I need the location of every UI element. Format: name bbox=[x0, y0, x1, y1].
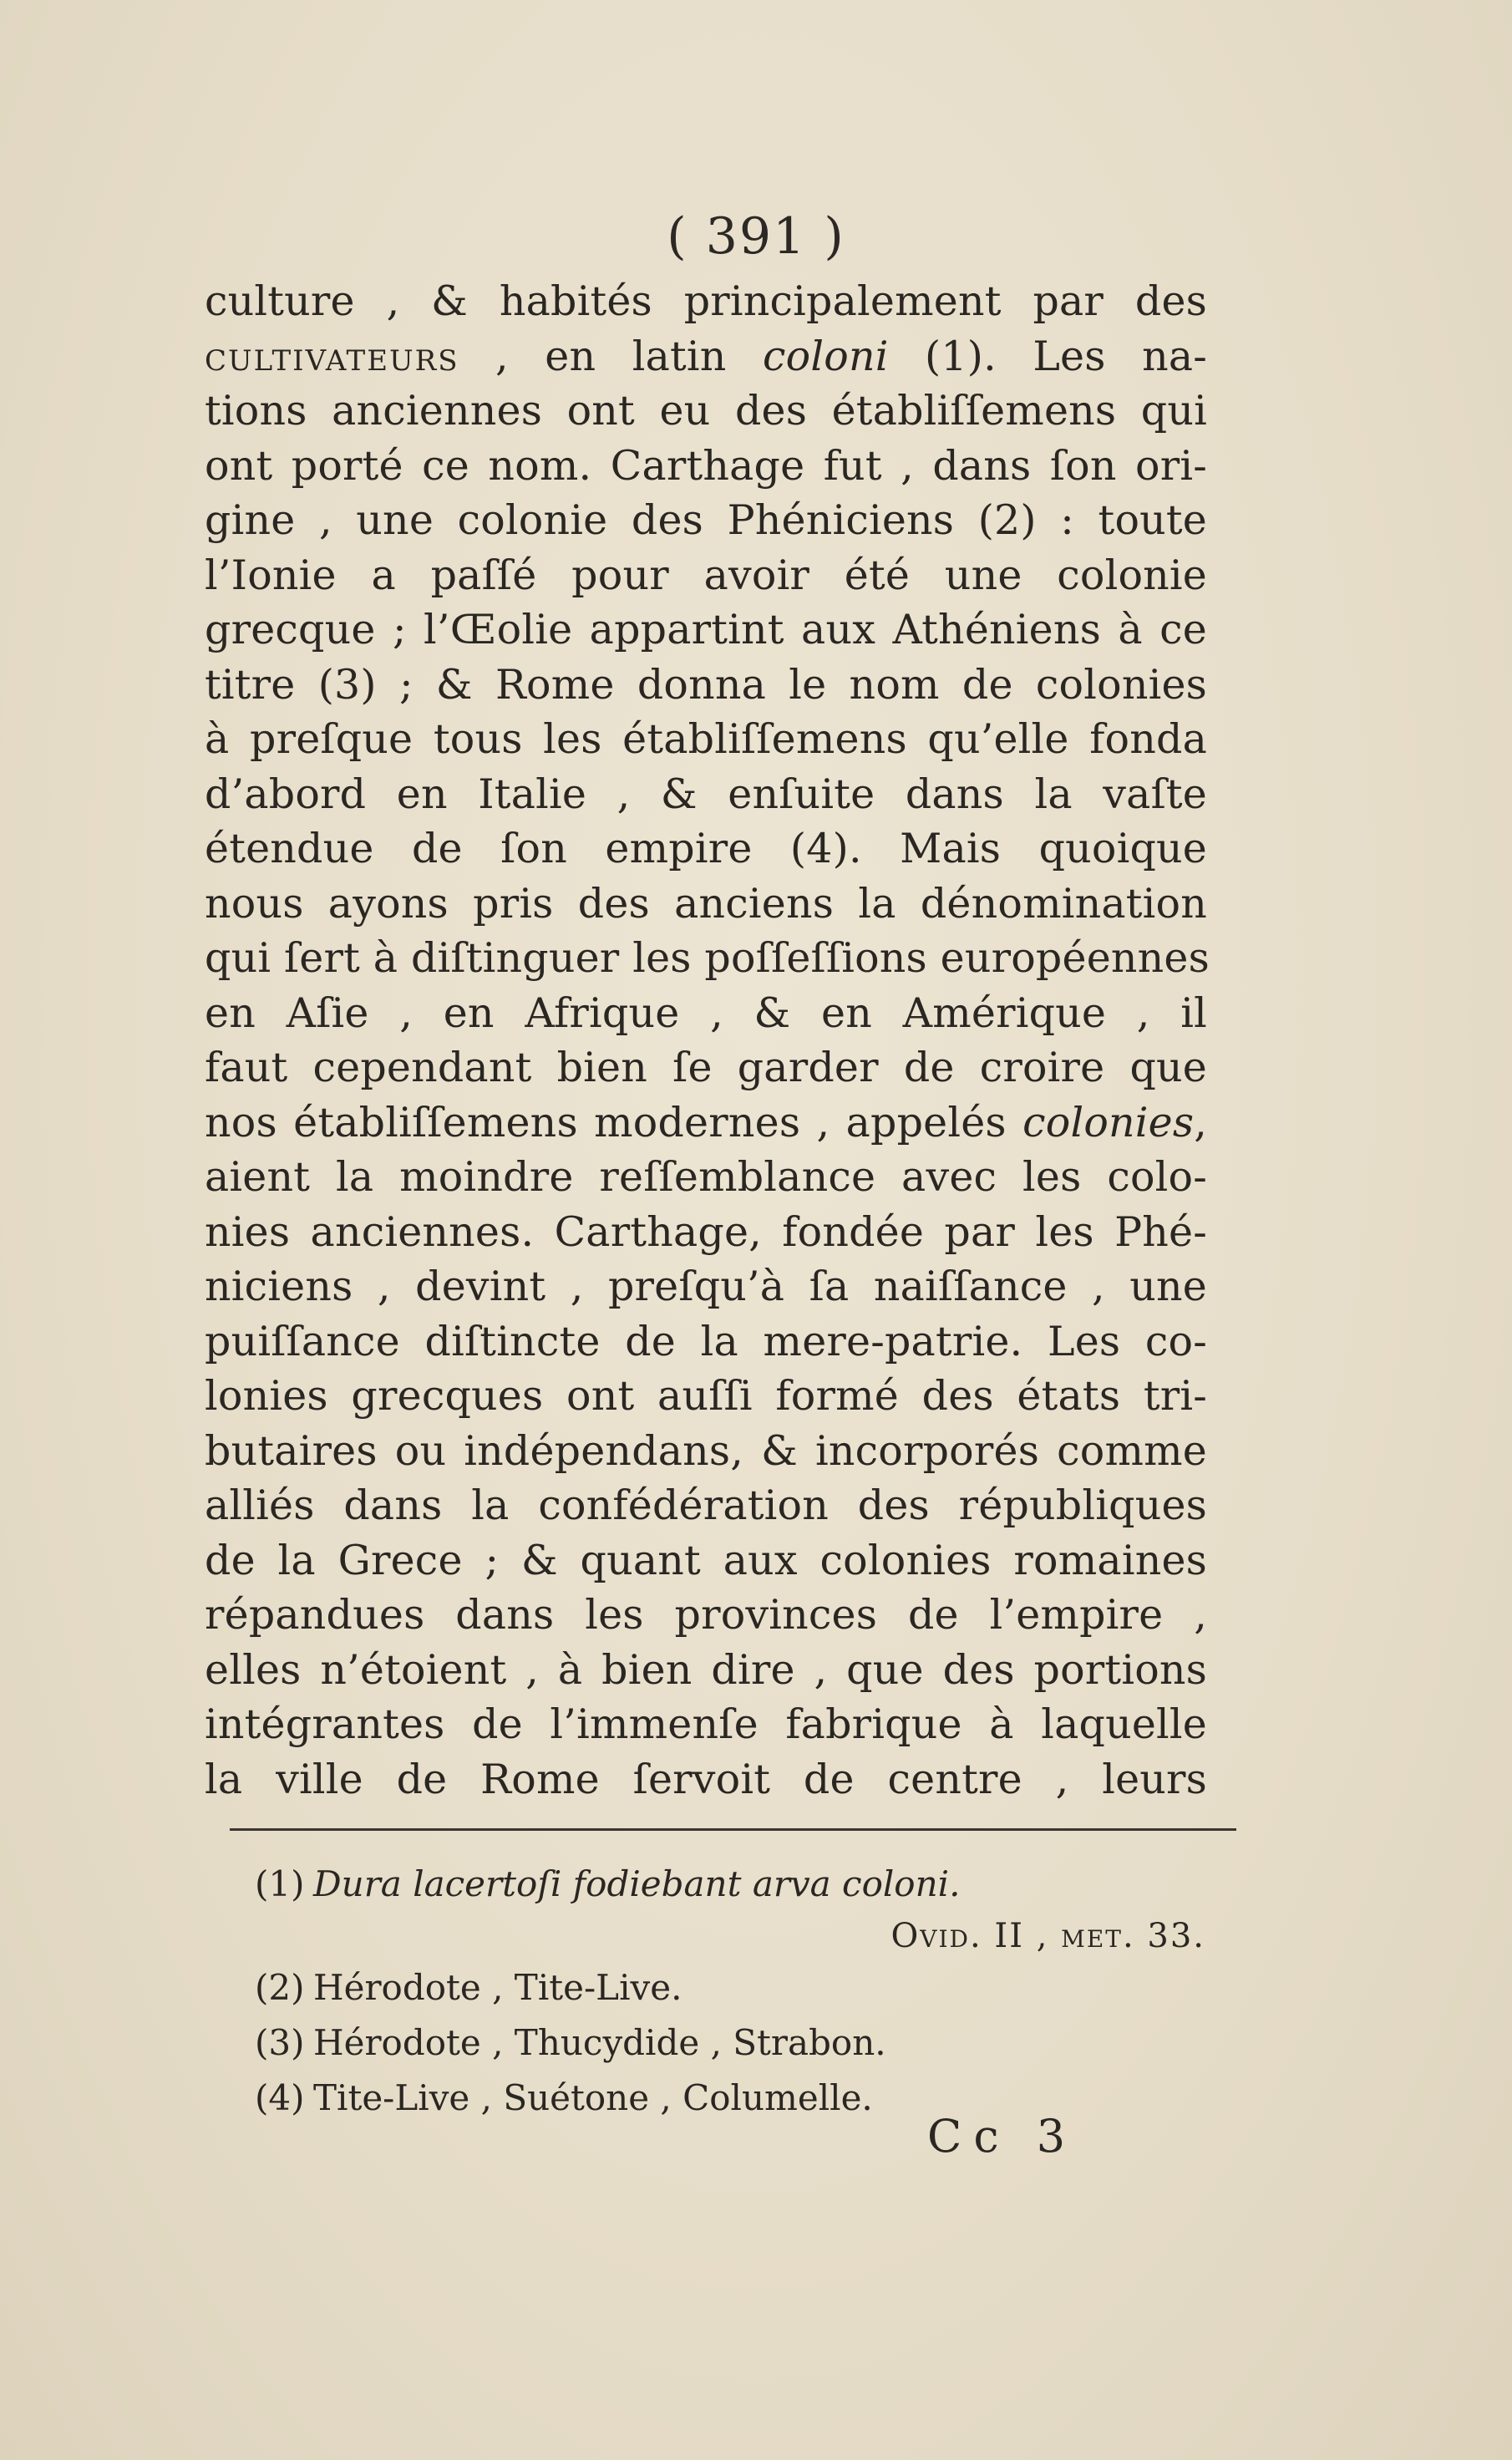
text-run: de la Grece ; & quant aux colonies romaines bbox=[205, 1536, 1207, 1584]
text-line bbox=[205, 1095, 1207, 1151]
text-run: d’abord en Italie , & enſuite dans la vaſte bbox=[205, 770, 1207, 818]
italic-text: colonies bbox=[1022, 1098, 1195, 1146]
text-run: intégrantes de l’immenſe fabrique à laquelle bbox=[205, 1700, 1207, 1748]
italic-text: coloni bbox=[763, 332, 889, 380]
text-run: (1). Les na- bbox=[888, 332, 1208, 380]
text-line bbox=[205, 658, 1207, 713]
footnotes bbox=[255, 1857, 1215, 2126]
text-line bbox=[205, 1533, 1207, 1588]
text-run: nies anciennes. Carthage, fondée par les Phé- bbox=[205, 1207, 1207, 1256]
text-run: la ville de Rome ſervoit de centre , leurs bbox=[205, 1755, 1207, 1803]
footnote-marker: (1) bbox=[255, 1863, 305, 1904]
text-line bbox=[205, 329, 1207, 384]
text-run: aient la moindre reſſemblance avec les colo- bbox=[205, 1153, 1207, 1201]
text-run: culture , & habités principalement par des bbox=[205, 277, 1207, 325]
footnote-text: Tite-Live , Suétone , Columelle. bbox=[313, 2077, 873, 2118]
text-run: elles n’étoient , à bien dire , que des portions bbox=[205, 1645, 1207, 1694]
text-line bbox=[205, 1478, 1207, 1533]
footnote-1 bbox=[255, 1857, 1215, 1912]
footnote-marker: (4) bbox=[255, 2077, 305, 2118]
text-run: en Aſie , en Afrique , & en Amérique , il bbox=[205, 989, 1207, 1037]
text-line bbox=[205, 274, 1207, 329]
body-text bbox=[205, 274, 1210, 1807]
text-line bbox=[205, 1314, 1207, 1370]
footnote-marker: (3) bbox=[255, 2022, 305, 2063]
text-line bbox=[205, 1643, 1207, 1698]
text-run: à preſque tous les établiſſemens qu’elle fonda bbox=[205, 715, 1207, 763]
text-line bbox=[205, 986, 1207, 1041]
footnote-3 bbox=[255, 2015, 1215, 2071]
text-run: puiſſance diſtincte de la mere-patrie. Les co- bbox=[205, 1317, 1207, 1365]
text-run: faut cependant bien ſe garder de croire que bbox=[205, 1044, 1207, 1091]
text-line bbox=[205, 493, 1207, 548]
text-run: nous ayons pris des anciens la dénomination bbox=[205, 879, 1207, 928]
text-line bbox=[205, 1752, 1207, 1807]
text-line bbox=[205, 712, 1207, 767]
footnote-marker: (2) bbox=[255, 1967, 305, 2008]
page-number: ( 391 ) bbox=[667, 207, 845, 266]
text-run: grecque ; l’Œolie appartint aux Athéniens à ce bbox=[205, 606, 1207, 653]
small-caps-text: cultivateurs bbox=[205, 332, 459, 380]
footnote-citation bbox=[255, 1912, 1215, 1960]
text-run: butaires ou indépendans, & incorporés comme bbox=[205, 1426, 1207, 1475]
text-run: l’Ionie a paſſé pour avoir été une colonie bbox=[205, 551, 1207, 599]
footnote-divider bbox=[230, 1828, 1236, 1831]
text-line bbox=[205, 1424, 1207, 1479]
text-run: tions anciennes ont eu des établiſſemens qui bbox=[205, 387, 1207, 435]
footnote-text: Hérodote , Tite-Live. bbox=[313, 1967, 682, 2008]
text-line bbox=[205, 384, 1207, 439]
text-line bbox=[205, 767, 1207, 822]
text-run: étendue de ſon empire (4). Mais quoique bbox=[205, 825, 1207, 872]
text-run: nos établiſſemens modernes , appelés bbox=[205, 1098, 1023, 1146]
text-line bbox=[205, 439, 1207, 494]
text-line bbox=[205, 877, 1207, 932]
text-line bbox=[205, 1588, 1207, 1643]
text-line bbox=[205, 1259, 1207, 1314]
text-run: qui ſert à diſtinguer les poſſeſſions européennes bbox=[205, 934, 1210, 982]
text-run: ont porté ce nom. Carthage fut , dans ſon ori- bbox=[205, 441, 1207, 490]
text-line bbox=[205, 1369, 1207, 1424]
text-run: gine , une colonie des Phéniciens (2) : toute bbox=[205, 496, 1207, 544]
text-line bbox=[205, 1697, 1207, 1752]
text-line bbox=[205, 821, 1207, 877]
text-run: , bbox=[1194, 1098, 1207, 1146]
text-run: niciens , devint , preſqu’à ſa naiſſance , une bbox=[205, 1263, 1207, 1310]
text-line bbox=[205, 1205, 1207, 1260]
citation-text: Ovid. II , met. 33. bbox=[890, 1917, 1205, 1955]
text-run: répandues dans les provinces de l’empire , bbox=[205, 1591, 1207, 1639]
text-line bbox=[205, 1150, 1207, 1205]
signature-mark: Cc 3 bbox=[927, 2110, 1078, 2163]
text-run: , en latin bbox=[459, 332, 764, 380]
text-line bbox=[205, 1040, 1207, 1095]
text-line bbox=[205, 931, 1210, 986]
text-run: alliés dans la confédération des républiques bbox=[205, 1482, 1207, 1529]
text-run: lonies grecques ont auſſi formé des états tri- bbox=[205, 1372, 1207, 1420]
text-line bbox=[205, 602, 1207, 658]
text-line bbox=[205, 548, 1207, 603]
text-run: titre (3) ; & Rome donna le nom de colonies bbox=[205, 660, 1207, 709]
footnote-text: Hérodote , Thucydide , Strabon. bbox=[313, 2022, 886, 2063]
footnote-text: Dura lacertoſi fodiebant arva coloni. bbox=[313, 1863, 961, 1904]
footnote-2 bbox=[255, 1960, 1215, 2015]
